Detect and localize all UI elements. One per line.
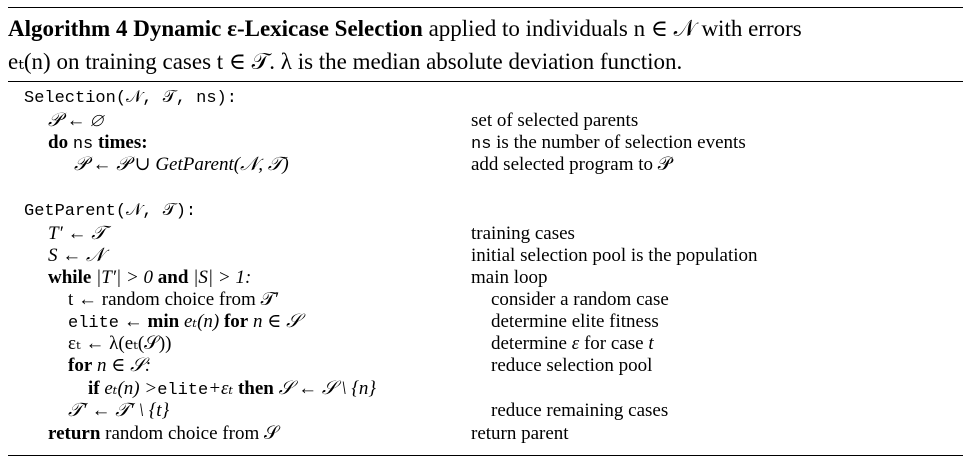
elite-arrow: ←	[123, 311, 143, 332]
top-rule	[8, 7, 963, 8]
bottom-rule	[8, 455, 963, 456]
caption-text-1: applied to individuals n ∈ 𝒩 with errors	[428, 16, 802, 41]
comment-add-program: add selected program to 𝒫	[471, 154, 672, 175]
if-action: 𝒮 ← 𝒮 \ {n}	[278, 378, 377, 399]
code-elite	[68, 311, 301, 335]
code-remove-case: 𝒯′ ← 𝒯′ \ {t}	[68, 400, 170, 421]
code-while-loop	[48, 267, 251, 289]
algorithm-title: Dynamic ε-Lexicase Selection	[133, 16, 423, 41]
code-init-cases: T′ ← 𝒯	[48, 223, 106, 244]
code-if-filter	[88, 378, 376, 402]
getparent-signature: GetParent(𝒩, 𝒯):	[24, 202, 197, 221]
times-keyword: times:	[97, 132, 148, 153]
code-init-parents: 𝒫 ← ∅	[48, 110, 103, 131]
if-elite-variable: elite	[157, 381, 209, 400]
caption-rule	[8, 81, 963, 82]
comment-main-loop: main loop	[471, 267, 548, 288]
comment-epsilon	[491, 333, 654, 355]
then-keyword: then	[237, 378, 274, 399]
comment-eps-mid: for case	[583, 333, 644, 354]
code-add-parent: 𝒫 ← 𝒫 ∪ GetParent(𝒩, 𝒯)	[74, 154, 289, 175]
comment-eps-symbol: ε	[571, 333, 580, 354]
comment-random-case: consider a random case	[491, 289, 669, 310]
comment-ns	[471, 132, 746, 156]
code-do-loop	[48, 132, 148, 156]
while-cond-1: |T′| > 0	[96, 267, 154, 288]
if-lhs: eₜ(n) >	[104, 378, 158, 399]
code-for-loop	[68, 355, 151, 377]
comment-ns-text: is the number of selection events	[496, 132, 746, 153]
while-keyword: while	[48, 267, 92, 288]
if-eps: +εₜ	[208, 378, 234, 399]
comment-training-cases: training cases	[471, 223, 575, 244]
for-range: n ∈ 𝒮:	[97, 355, 152, 376]
elite-range: n ∈ 𝒮	[253, 311, 301, 332]
ns-variable: ns	[72, 135, 94, 154]
if-keyword: if	[88, 378, 100, 399]
code-return	[48, 423, 279, 445]
comment-reduce-pool: reduce selection pool	[491, 355, 653, 376]
caption-text-2: eₜ(n) on training cases t ∈ 𝒯. λ is the median absolute deviation function.	[8, 49, 683, 74]
elite-expression: eₜ(n)	[183, 311, 220, 332]
and-keyword: and	[157, 267, 189, 288]
for-keyword: for	[68, 355, 93, 376]
return-rest: random choice from 𝒮	[105, 423, 279, 444]
comment-eps-t: t	[648, 333, 654, 354]
algorithm-label: Algorithm 4	[8, 16, 128, 41]
min-keyword: min	[147, 311, 180, 332]
comment-selected-parents: set of selected parents	[471, 110, 639, 131]
elite-variable: elite	[68, 314, 120, 333]
comment-ns-variable: ns	[471, 135, 492, 154]
do-keyword: do	[48, 132, 69, 153]
code-eps-calc: εₜ ← λ(eₜ(𝒮))	[68, 333, 172, 354]
comment-reduce-cases: reduce remaining cases	[491, 400, 669, 421]
selection-signature: Selection(𝒩, 𝒯, ns):	[24, 89, 237, 108]
comment-return-parent: return parent	[471, 423, 569, 444]
for-keyword-inline: for	[223, 311, 249, 332]
comment-initial-pool: initial selection pool is the population	[471, 245, 758, 266]
code-init-pool: S ← 𝒩	[48, 245, 105, 266]
while-cond-2: |S| > 1:	[193, 267, 252, 288]
return-keyword: return	[48, 423, 101, 444]
code-pick-case: t ← random choice from 𝒯′	[68, 289, 280, 310]
comment-elite-fitness: determine elite fitness	[491, 311, 659, 332]
algorithm-caption-line-1	[8, 13, 968, 45]
comment-eps-pre: determine	[491, 333, 567, 354]
algorithm-caption-line-2	[8, 46, 968, 78]
